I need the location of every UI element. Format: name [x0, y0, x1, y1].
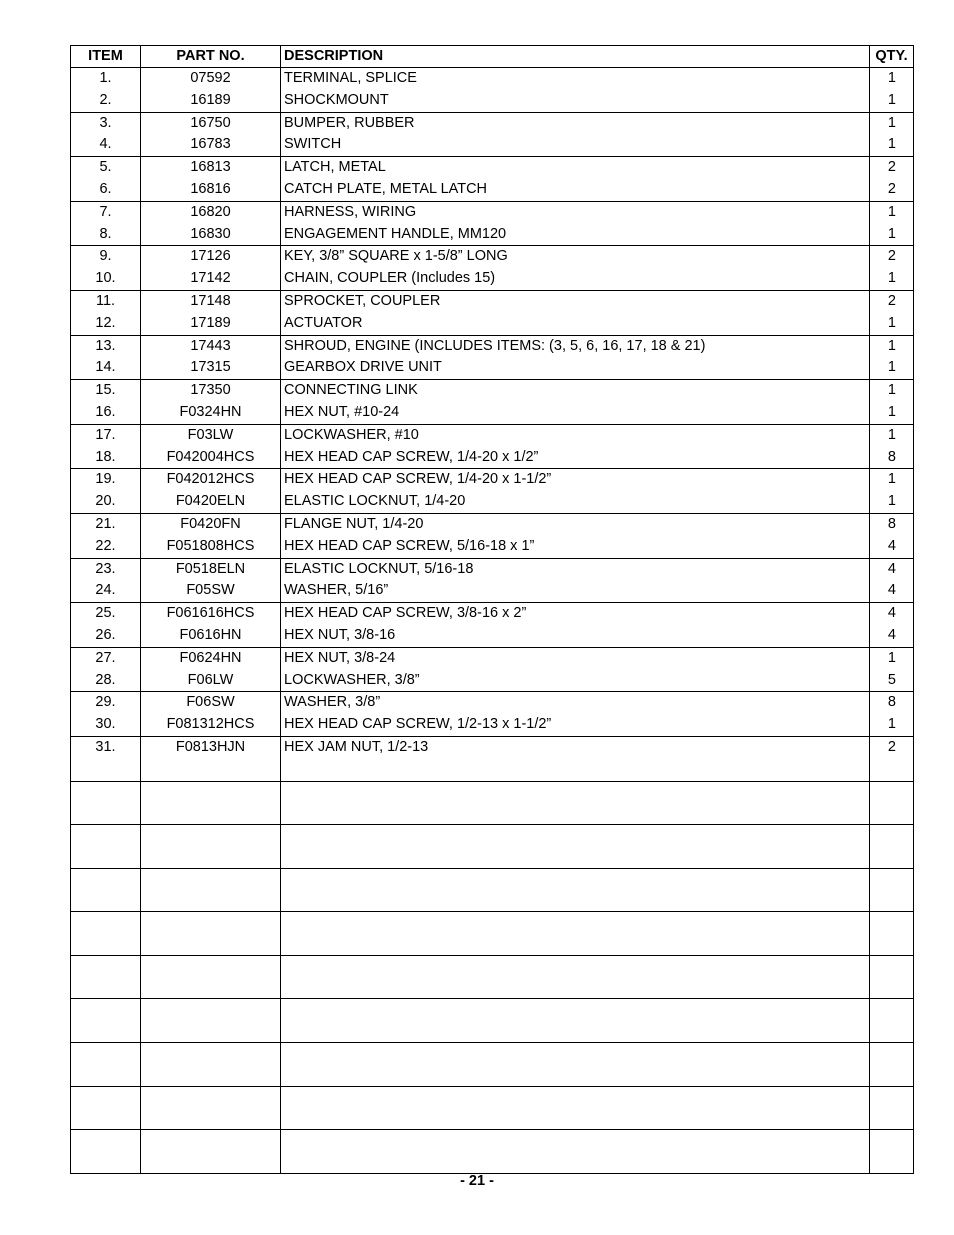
item-number: 16. — [71, 402, 141, 424]
part-description: ACTUATOR — [281, 313, 870, 335]
header-qty: QTY. — [870, 46, 914, 68]
item-number: 29. — [71, 692, 141, 714]
item-number: 30. — [71, 714, 141, 736]
table-row — [71, 380, 914, 402]
table-row — [71, 736, 914, 758]
empty-table-row — [71, 1130, 914, 1174]
part-number: F06SW — [141, 692, 281, 714]
empty-cell — [141, 781, 281, 825]
part-number: F0420FN — [141, 513, 281, 535]
part-quantity: 1 — [870, 90, 914, 112]
part-quantity: 2 — [870, 157, 914, 179]
part-description: HEX HEAD CAP SCREW, 3/8-16 x 2” — [281, 603, 870, 625]
table-row — [71, 625, 914, 647]
part-number: 16820 — [141, 201, 281, 223]
part-description: HEX HEAD CAP SCREW, 1/4-20 x 1-1/2” — [281, 469, 870, 491]
table-row — [71, 536, 914, 558]
item-number: 14. — [71, 357, 141, 379]
empty-cell — [71, 1043, 141, 1087]
empty-cell — [870, 1130, 914, 1174]
table-row — [71, 580, 914, 602]
empty-cell — [141, 1086, 281, 1130]
empty-cell — [141, 825, 281, 869]
empty-cell — [281, 912, 870, 956]
part-quantity: 2 — [870, 246, 914, 268]
part-description: CHAIN, COUPLER (Includes 15) — [281, 268, 870, 290]
part-description: HEX NUT, #10-24 — [281, 402, 870, 424]
part-description: LOCKWASHER, 3/8” — [281, 670, 870, 692]
page-number: - 21 - — [460, 1173, 494, 1189]
part-number: F05SW — [141, 580, 281, 602]
part-quantity: 1 — [870, 68, 914, 90]
part-description: WASHER, 3/8” — [281, 692, 870, 714]
item-number: 17. — [71, 424, 141, 446]
empty-cell — [71, 1086, 141, 1130]
empty-cell — [71, 999, 141, 1043]
parts-list-table — [70, 45, 914, 1174]
empty-table-row — [71, 999, 914, 1043]
empty-cell — [71, 955, 141, 999]
part-number: 17126 — [141, 246, 281, 268]
part-quantity: 1 — [870, 357, 914, 379]
table-row — [71, 224, 914, 246]
part-description: WASHER, 5/16” — [281, 580, 870, 602]
empty-cell — [281, 1130, 870, 1174]
item-number: 20. — [71, 491, 141, 513]
part-description: SWITCH — [281, 134, 870, 156]
part-description: SHOCKMOUNT — [281, 90, 870, 112]
header-description: DESCRIPTION — [281, 46, 870, 68]
empty-cell — [870, 912, 914, 956]
part-description: BUMPER, RUBBER — [281, 112, 870, 134]
table-row — [71, 647, 914, 669]
empty-cell — [71, 912, 141, 956]
part-description: LATCH, METAL — [281, 157, 870, 179]
part-number: F0624HN — [141, 647, 281, 669]
part-number: 16783 — [141, 134, 281, 156]
part-quantity: 8 — [870, 692, 914, 714]
part-number: 17315 — [141, 357, 281, 379]
table-row — [71, 558, 914, 580]
item-number: 8. — [71, 224, 141, 246]
item-number: 21. — [71, 513, 141, 535]
empty-table-row — [71, 955, 914, 999]
table-row — [71, 447, 914, 469]
item-number: 9. — [71, 246, 141, 268]
item-number: 10. — [71, 268, 141, 290]
part-number: F0420ELN — [141, 491, 281, 513]
table-row — [71, 714, 914, 736]
table-row — [71, 157, 914, 179]
part-description: KEY, 3/8” SQUARE x 1-5/8” LONG — [281, 246, 870, 268]
part-number: F051808HCS — [141, 536, 281, 558]
table-row — [71, 313, 914, 335]
part-number: F0616HN — [141, 625, 281, 647]
table-row — [71, 603, 914, 625]
part-number: 17148 — [141, 290, 281, 312]
part-description: TERMINAL, SPLICE — [281, 68, 870, 90]
empty-cell — [141, 1043, 281, 1087]
part-quantity: 4 — [870, 603, 914, 625]
empty-cell — [870, 781, 914, 825]
table-row — [71, 469, 914, 491]
item-number: 1. — [71, 68, 141, 90]
part-number: F042004HCS — [141, 447, 281, 469]
part-number: F06LW — [141, 670, 281, 692]
empty-table-row — [71, 912, 914, 956]
item-number: 15. — [71, 380, 141, 402]
item-number: 13. — [71, 335, 141, 357]
empty-cell — [141, 955, 281, 999]
item-number: 12. — [71, 313, 141, 335]
part-quantity: 1 — [870, 335, 914, 357]
item-number: 31. — [71, 736, 141, 758]
empty-cell — [870, 1086, 914, 1130]
empty-table-row — [71, 825, 914, 869]
empty-cell — [141, 999, 281, 1043]
part-number: F042012HCS — [141, 469, 281, 491]
item-number: 26. — [71, 625, 141, 647]
part-quantity: 1 — [870, 313, 914, 335]
empty-table-row — [71, 781, 914, 825]
part-quantity: 4 — [870, 580, 914, 602]
item-number: 28. — [71, 670, 141, 692]
empty-cell — [281, 781, 870, 825]
table-row — [71, 134, 914, 156]
header-part-no: PART NO. — [141, 46, 281, 68]
item-number: 6. — [71, 179, 141, 201]
parts-table-body — [71, 68, 914, 1174]
empty-table-row — [71, 868, 914, 912]
table-row — [71, 246, 914, 268]
table-row — [71, 402, 914, 424]
empty-table-row — [71, 1043, 914, 1087]
empty-cell — [71, 825, 141, 869]
table-row — [71, 513, 914, 535]
part-quantity: 1 — [870, 402, 914, 424]
table-row — [71, 201, 914, 223]
part-quantity: 1 — [870, 491, 914, 513]
part-quantity: 1 — [870, 647, 914, 669]
header-item: ITEM — [71, 46, 141, 68]
empty-cell — [870, 999, 914, 1043]
part-quantity: 1 — [870, 714, 914, 736]
part-quantity: 5 — [870, 670, 914, 692]
part-number: 16750 — [141, 112, 281, 134]
empty-cell — [71, 1130, 141, 1174]
empty-cell — [141, 912, 281, 956]
empty-cell — [870, 955, 914, 999]
part-quantity: 4 — [870, 558, 914, 580]
item-number: 22. — [71, 536, 141, 558]
part-description: SPROCKET, COUPLER — [281, 290, 870, 312]
part-number: 17350 — [141, 380, 281, 402]
part-quantity: 2 — [870, 179, 914, 201]
table-row — [71, 179, 914, 201]
part-number: F081312HCS — [141, 714, 281, 736]
empty-cell — [870, 868, 914, 912]
empty-table-row — [71, 1086, 914, 1130]
table-row — [71, 290, 914, 312]
empty-cell — [870, 825, 914, 869]
item-number: 11. — [71, 290, 141, 312]
item-number: 24. — [71, 580, 141, 602]
empty-cell — [71, 868, 141, 912]
table-row — [71, 670, 914, 692]
table-row — [71, 357, 914, 379]
empty-cell — [281, 868, 870, 912]
part-description: HEX HEAD CAP SCREW, 5/16-18 x 1” — [281, 536, 870, 558]
part-number: F061616HCS — [141, 603, 281, 625]
empty-cell — [281, 1086, 870, 1130]
part-quantity: 4 — [870, 625, 914, 647]
item-number: 25. — [71, 603, 141, 625]
part-number: 17142 — [141, 268, 281, 290]
item-number: 5. — [71, 157, 141, 179]
part-description: HEX NUT, 3/8-16 — [281, 625, 870, 647]
table-row — [71, 335, 914, 357]
empty-cell — [141, 868, 281, 912]
part-quantity: 8 — [870, 513, 914, 535]
item-number: 19. — [71, 469, 141, 491]
empty-cell — [281, 759, 870, 781]
table-row — [71, 90, 914, 112]
part-number: 17443 — [141, 335, 281, 357]
table-header-row — [71, 46, 914, 68]
item-number: 2. — [71, 90, 141, 112]
part-quantity: 1 — [870, 224, 914, 246]
empty-cell — [281, 1043, 870, 1087]
item-number: 7. — [71, 201, 141, 223]
item-number: 27. — [71, 647, 141, 669]
part-description: HEX HEAD CAP SCREW, 1/4-20 x 1/2” — [281, 447, 870, 469]
table-row-spacer — [71, 759, 914, 781]
table-row — [71, 424, 914, 446]
part-number: 16813 — [141, 157, 281, 179]
part-description: HEX JAM NUT, 1/2-13 — [281, 736, 870, 758]
part-number: F0324HN — [141, 402, 281, 424]
table-row — [71, 268, 914, 290]
empty-cell — [281, 955, 870, 999]
part-number: F0518ELN — [141, 558, 281, 580]
part-number: 17189 — [141, 313, 281, 335]
part-quantity: 2 — [870, 736, 914, 758]
part-quantity: 1 — [870, 469, 914, 491]
part-quantity: 1 — [870, 134, 914, 156]
empty-cell — [141, 1130, 281, 1174]
part-quantity: 4 — [870, 536, 914, 558]
empty-cell — [870, 759, 914, 781]
part-description: ENGAGEMENT HANDLE, MM120 — [281, 224, 870, 246]
part-number: 07592 — [141, 68, 281, 90]
part-quantity: 1 — [870, 424, 914, 446]
empty-cell — [281, 999, 870, 1043]
part-description: CATCH PLATE, METAL LATCH — [281, 179, 870, 201]
part-number: F0813HJN — [141, 736, 281, 758]
part-description: FLANGE NUT, 1/4-20 — [281, 513, 870, 535]
part-number: 16816 — [141, 179, 281, 201]
part-description: SHROUD, ENGINE (INCLUDES ITEMS: (3, 5, 6, 16, 17, 18 & 21) — [281, 335, 870, 357]
item-number: 23. — [71, 558, 141, 580]
empty-cell — [281, 825, 870, 869]
item-number: 4. — [71, 134, 141, 156]
empty-cell — [141, 759, 281, 781]
empty-cell — [71, 759, 141, 781]
part-description: CONNECTING LINK — [281, 380, 870, 402]
part-quantity: 2 — [870, 290, 914, 312]
part-quantity: 1 — [870, 201, 914, 223]
part-quantity: 1 — [870, 112, 914, 134]
item-number: 3. — [71, 112, 141, 134]
part-description: GEARBOX DRIVE UNIT — [281, 357, 870, 379]
table-row — [71, 692, 914, 714]
part-number: 16189 — [141, 90, 281, 112]
part-quantity: 8 — [870, 447, 914, 469]
empty-cell — [870, 1043, 914, 1087]
part-number: 16830 — [141, 224, 281, 246]
empty-cell — [71, 781, 141, 825]
table-row — [71, 112, 914, 134]
part-quantity: 1 — [870, 380, 914, 402]
table-row — [71, 68, 914, 90]
part-description: HEX HEAD CAP SCREW, 1/2-13 x 1-1/2” — [281, 714, 870, 736]
table-row — [71, 491, 914, 513]
part-description: HARNESS, WIRING — [281, 201, 870, 223]
part-number: F03LW — [141, 424, 281, 446]
part-description: ELASTIC LOCKNUT, 5/16-18 — [281, 558, 870, 580]
item-number: 18. — [71, 447, 141, 469]
part-description: LOCKWASHER, #10 — [281, 424, 870, 446]
part-description: ELASTIC LOCKNUT, 1/4-20 — [281, 491, 870, 513]
part-description: HEX NUT, 3/8-24 — [281, 647, 870, 669]
part-quantity: 1 — [870, 268, 914, 290]
